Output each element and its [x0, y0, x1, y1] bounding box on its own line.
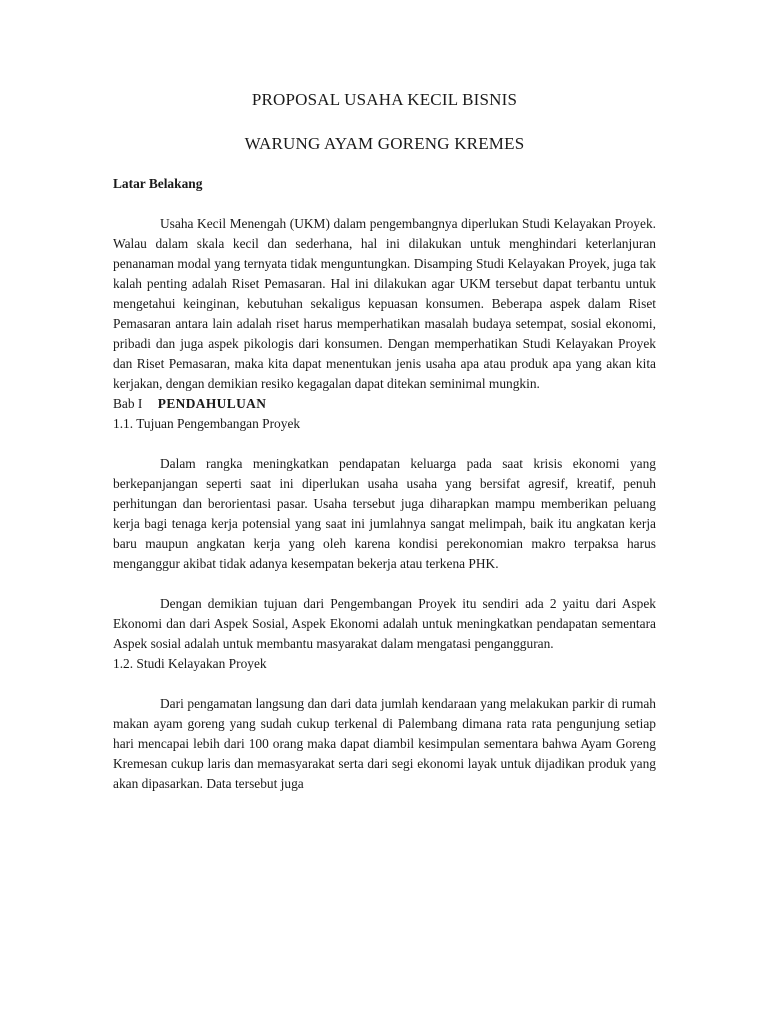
section-1-1-heading: 1.1. Tujuan Pengembangan Proyek: [113, 416, 301, 431]
section-1-2-paragraph-1: Dari pengamatan langsung dan dari data jumlah kendaraan yang melakukan parkir di rumah makan ayam goreng yang sudah cukup terkenal di Palembang dimana rata rata pengunjung setiap hari mencapai lebih dari 100 orang maka dapat diambil kesimpulan sementara bahwa Ayam Goreng Kremesan cukup laris dan memasyarakat serta dari segi ekonomi layak untuk dijadikan produk yang akan dipasarkan. Data tersebut juga: [113, 696, 656, 791]
document-title-line-2: WARUNG AYAM GORENG KREMES: [244, 134, 525, 153]
section-1-2-heading: 1.2. Studi Kelayakan Proyek: [113, 656, 267, 671]
bab-1-title: PENDAHULUAN: [157, 396, 267, 411]
latar-belakang-paragraph: Usaha Kecil Menengah (UKM) dalam pengembangnya diperlukan Studi Kelayakan Proyek. Walau dalam skala kecil dan sederhana, hal ini dilakukan untuk menghindari keterlanjuran penanaman modal yang ternyata tidak menguntungkan. Disamping Studi Kelayakan Proyek, juga tak kalah penting adalah Riset Pemasaran. Hal ini dilakukan agar UKM tersebut dapat terbantu untuk mengetahui keinginan, kebutuhan sekaligus kepuasan konsumen. Beberapa aspek dalam Riset Pemasaran antara lain adalah riset harus memperhatikan masalah budaya setempat, sosial ekonomi, pribadi dan juga aspek pikologis dari konsumen. Dengan memperhatikan Studi Kelayakan Proyek dan Riset Pemasaran, maka kita dapat menentukan jenis usaha apa atau produk apa yang akan kita kerjakan, dengan demikian resiko kegagalan dapat ditekan seminimal mungkin.: [113, 216, 656, 391]
latar-belakang-heading: Latar Belakang: [113, 176, 203, 191]
section-1-1-paragraph-2: Dengan demikian tujuan dari Pengembangan Proyek itu sendiri ada 2 yaitu dari Aspek Ekonomi dan dari Aspek Sosial, Aspek Ekonomi adalah untuk meningkatkan pendapatan sementara Aspek sosial adalah untuk membantu masyarakat dalam mengatasi pengangguran.: [113, 596, 656, 651]
bab-1-label: Bab I: [113, 396, 143, 411]
document-page: [113, 88, 656, 794]
section-1-1-paragraph-1: Dalam rangka meningkatkan pendapatan keluarga pada saat krisis ekonomi yang berkepanjangan seperti saat ini diperlukan usaha usaha yang bersifat agresif, kreatif, penuh perhitungan dan berorientasi pasar. Usaha tersebut juga diharapkan mampu memberikan peluang kerja bagi tenaga kerja potensial yang saat ini jumlahnya sangat melimpah, baik itu angkatan kerja baru maupun angkatan kerja yang oleh karena kondisi perekonomian makro terpaksa harus menganggur akibat tidak adanya kesempatan bekerja atau terkena PHK.: [113, 456, 656, 571]
document-title-line-1: PROPOSAL USAHA KECIL BISNIS: [251, 90, 518, 109]
bab-1-heading: [113, 394, 656, 414]
